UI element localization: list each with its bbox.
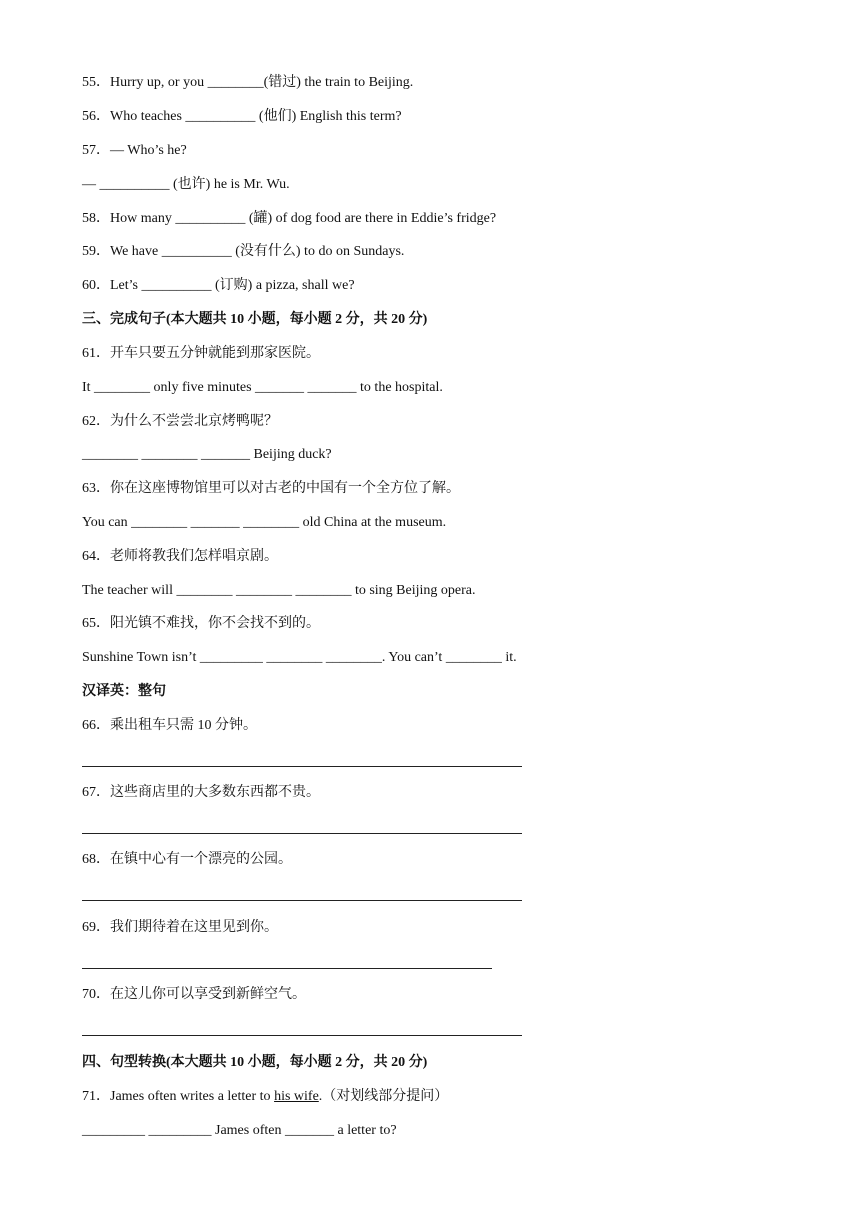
question-62-chinese: 62．为什么不尝尝北京烤鸭呢？	[82, 414, 278, 429]
answer-line-66[interactable]	[82, 766, 522, 767]
answer-line-70[interactable]	[82, 1035, 522, 1036]
translation-subheading: 汉译英：整句	[82, 684, 166, 699]
question-64-chinese: 64．老师将教我们怎样唱京剧。	[82, 549, 278, 564]
answer-line-69[interactable]	[82, 968, 492, 969]
section-4-heading: 四、句型转换(本大题共 10 小题，每小题 2 分，共 20 分)	[82, 1055, 428, 1070]
question-57-answer: — __________ (也许) he is Mr. Wu.	[82, 177, 290, 192]
question-63-english: You can ________ _______ ________ old China at the museum.	[82, 515, 447, 530]
question-59: 59．We have __________ (没有什么) to do on Sundays.	[82, 244, 405, 259]
question-71-before: 71．James often writes a letter to	[82, 1089, 275, 1104]
question-68: 68．在镇中心有一个漂亮的公园。	[82, 852, 292, 867]
question-70: 70．在这儿你可以享受到新鲜空气。	[82, 987, 306, 1002]
question-64-english: The teacher will ________ ________ ________ to sing Beijing opera.	[82, 583, 476, 598]
question-58: 58．How many __________ (罐) of dog food are there in Eddie’s fridge?	[82, 211, 497, 226]
question-61-chinese: 61．开车只要五分钟就能到那家医院。	[82, 346, 320, 361]
question-71-underlined: his wife	[274, 1089, 319, 1104]
question-71-after: .（对划线部分提问）	[318, 1089, 449, 1104]
question-55: 55．Hurry up, or you ________(错过) the train to Beijing.	[82, 75, 414, 90]
question-62-english: ________ ________ _______ Beijing duck?	[82, 447, 332, 462]
question-61-english: It ________ only five minutes _______ _______ to the hospital.	[82, 380, 443, 395]
question-71	[82, 1088, 448, 1106]
question-63-chinese: 63．你在这座博物馆里可以对古老的中国有一个全方位了解。	[82, 481, 460, 496]
question-71-answer: _________ _________ James often _______ a letter to?	[82, 1123, 397, 1138]
question-57-prompt: 57．— Who’s he?	[82, 143, 187, 158]
question-69: 69．我们期待着在这里见到你。	[82, 920, 278, 935]
question-67: 67．这些商店里的大多数东西都不贵。	[82, 785, 320, 800]
answer-line-67[interactable]	[82, 833, 522, 834]
question-65-english: Sunshine Town isn’t _________ ________ ________. You can’t ________ it.	[82, 650, 517, 665]
question-56: 56．Who teaches __________ (他们) English this term?	[82, 109, 402, 124]
question-60: 60．Let’s __________ (订购) a pizza, shall we?	[82, 278, 355, 293]
question-66: 66．乘出租车只需 10 分钟。	[82, 718, 257, 733]
section-3-heading: 三、完成句子(本大题共 10 小题，每小题 2 分，共 20 分)	[82, 312, 428, 327]
question-65-chinese: 65．阳光镇不难找，你不会找不到的。	[82, 616, 320, 631]
answer-line-68[interactable]	[82, 900, 522, 901]
